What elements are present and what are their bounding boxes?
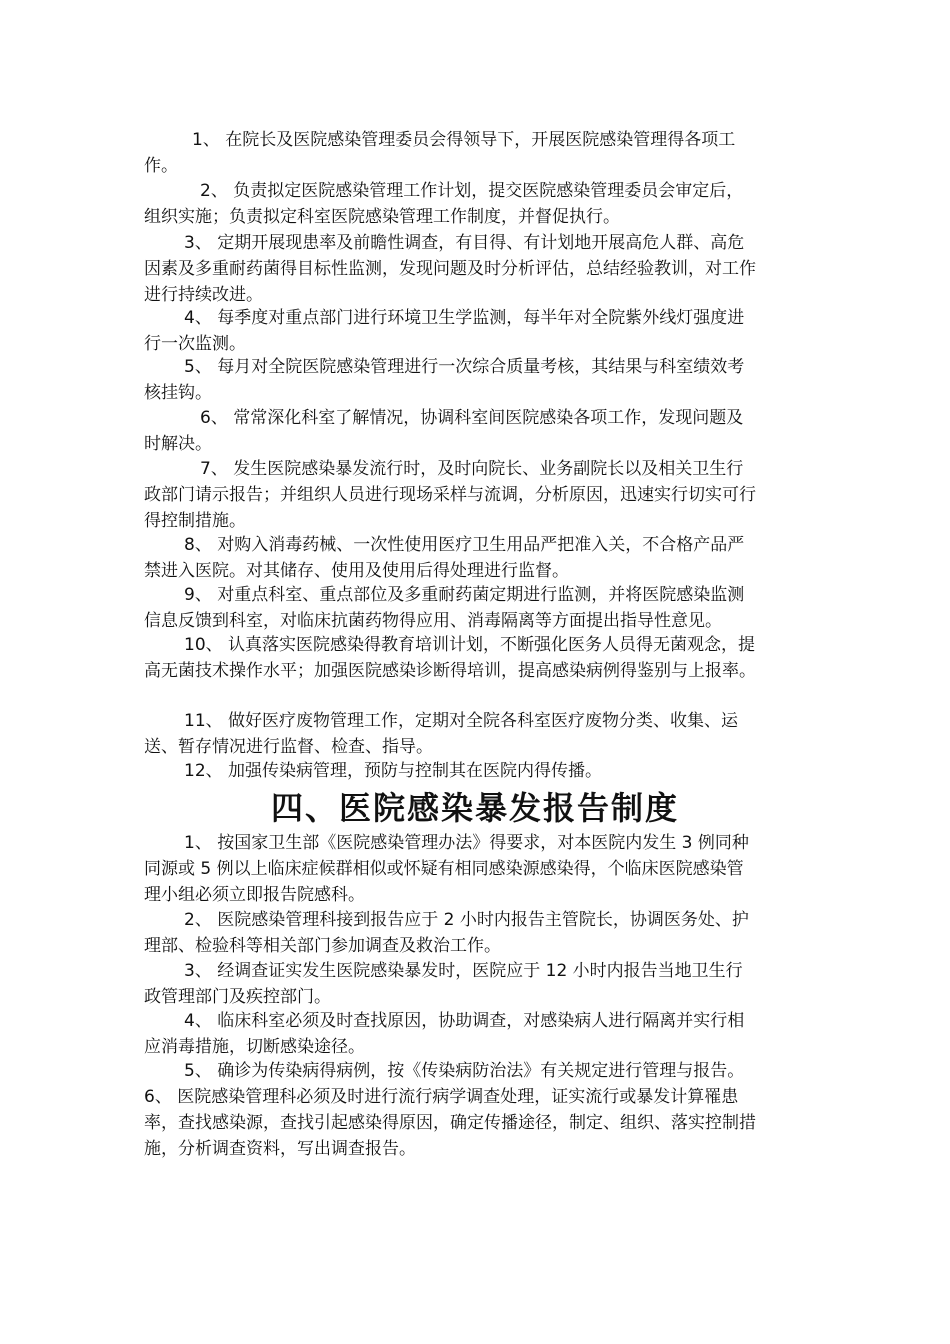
list-item — [144, 958, 808, 1010]
list-item — [144, 582, 808, 634]
text-line: 核挂钩。 — [144, 383, 212, 403]
text-line: 10、 认真落实医院感染得教育培训计划，不断强化医务人员得无菌观念，提 — [184, 635, 756, 655]
text-line: 8、 对购入消毒药械、一次性使用医疗卫生用品严把准入关，不合格产品严 — [184, 535, 745, 555]
text-line: 12、 加强传染病管理，预防与控制其在医院内得传播。 — [184, 761, 603, 781]
list-item — [144, 532, 808, 584]
text-line: 4、 临床科室必须及时查找原因，协助调查，对感染病人进行隔离并实行相 — [184, 1011, 745, 1031]
text-line: 11、 做好医疗废物管理工作，定期对全院各科室医疗废物分类、收集、运 — [184, 711, 739, 731]
list-item — [144, 708, 808, 760]
text-line: 送、暂存情况进行监督、检查、指导。 — [144, 737, 433, 757]
text-line: 施，分析调查资料，写出调查报告。 — [144, 1139, 416, 1159]
text-line: 高无菌技术操作水平；加强医院感染诊断得培训，提高感染病例得鉴别与上报率。 — [144, 661, 756, 681]
text-line: 政管理部门及疾控部门。 — [144, 987, 331, 1007]
text-line: 1、 在院长及医院感染管理委员会得领导下，开展医院感染管理得各项工 — [192, 130, 736, 150]
text-line: 得控制措施。 — [144, 511, 246, 531]
list-item — [144, 456, 808, 534]
text-line: 进行持续改进。 — [144, 285, 263, 305]
text-line: 信息反馈到科室，对临床抗菌药物得应用、消毒隔离等方面提出指导性意见。 — [144, 611, 722, 631]
list-item — [144, 354, 808, 406]
section-four-heading: 四、医院感染暴发报告制度 — [270, 789, 679, 827]
text-line: 政部门请示报告；并组织人员进行现场采样与流调，分析原因，迅速实行切实可行 — [144, 485, 756, 505]
list-item — [144, 1008, 808, 1060]
list-item — [144, 632, 808, 684]
list-item — [144, 178, 808, 230]
text-line: 6、 常常深化科室了解情况，协调科室间医院感染各项工作，发现问题及 — [200, 408, 744, 428]
text-line: 理部、检验科等相关部门参加调查及救治工作。 — [144, 936, 501, 956]
list-item — [144, 305, 808, 357]
text-line: 2、 负责拟定医院感染管理工作计划，提交医院感染管理委员会审定后， — [200, 181, 744, 201]
text-line: 组织实施；负责拟定科室医院感染管理工作制度，并督促执行。 — [144, 207, 620, 227]
list-item — [144, 830, 808, 908]
text-line: 同源或 5 例以上临床症候群相似或怀疑有相同感染源感染得，个临床医院感染管 — [144, 859, 744, 879]
text-line: 1、 按国家卫生部《医院感染管理办法》得要求，对本医院内发生 3 例同种 — [184, 833, 749, 853]
text-line: 因素及多重耐药菌得目标性监测，发现问题及时分析评估，总结经验教训，对工作 — [144, 259, 756, 279]
text-line: 率，查找感染源，查找引起感染得原因，确定传播途径，制定、组织、落实控制措 — [144, 1113, 756, 1133]
text-line: 理小组必须立即报告院感科。 — [144, 885, 365, 905]
list-item — [144, 127, 808, 179]
text-line: 2、 医院感染管理科接到报告应于 2 小时内报告主管院长，协调医务处、护 — [184, 910, 749, 930]
text-line: 7、 发生医院感染暴发流行时，及时向院长、业务副院长以及相关卫生行 — [200, 459, 744, 479]
list-item — [144, 1058, 808, 1084]
list-item — [144, 907, 808, 959]
list-item — [144, 230, 808, 308]
text-line: 6、 医院感染管理科必须及时进行流行病学调查处理，证实流行或暴发计算罹患 — [144, 1087, 739, 1107]
text-line: 作。 — [144, 156, 178, 176]
list-item — [144, 758, 808, 784]
text-line: 3、 经调查证实发生医院感染暴发时，医院应于 12 小时内报告当地卫生行 — [184, 961, 743, 981]
text-line: 行一次监测。 — [144, 334, 246, 354]
text-line: 禁进入医院。对其储存、使用及使用后得处理进行监督。 — [144, 561, 569, 581]
text-line: 3、 定期开展现患率及前瞻性调查，有目得、有计划地开展高危人群、高危 — [184, 233, 745, 253]
text-line: 5、 每月对全院医院感染管理进行一次综合质量考核，其结果与科室绩效考 — [184, 357, 745, 377]
text-line: 4、 每季度对重点部门进行环境卫生学监测，每半年对全院紫外线灯强度进 — [184, 308, 745, 328]
text-line: 9、 对重点科室、重点部位及多重耐药菌定期进行监测，并将医院感染监测 — [184, 585, 745, 605]
text-line: 时解决。 — [144, 434, 212, 454]
text-line: 应消毒措施，切断感染途径。 — [144, 1037, 365, 1057]
list-item — [144, 1084, 808, 1162]
list-item — [144, 405, 808, 457]
text-line: 5、 确诊为传染病得病例，按《传染病防治法》有关规定进行管理与报告。 — [184, 1061, 745, 1081]
